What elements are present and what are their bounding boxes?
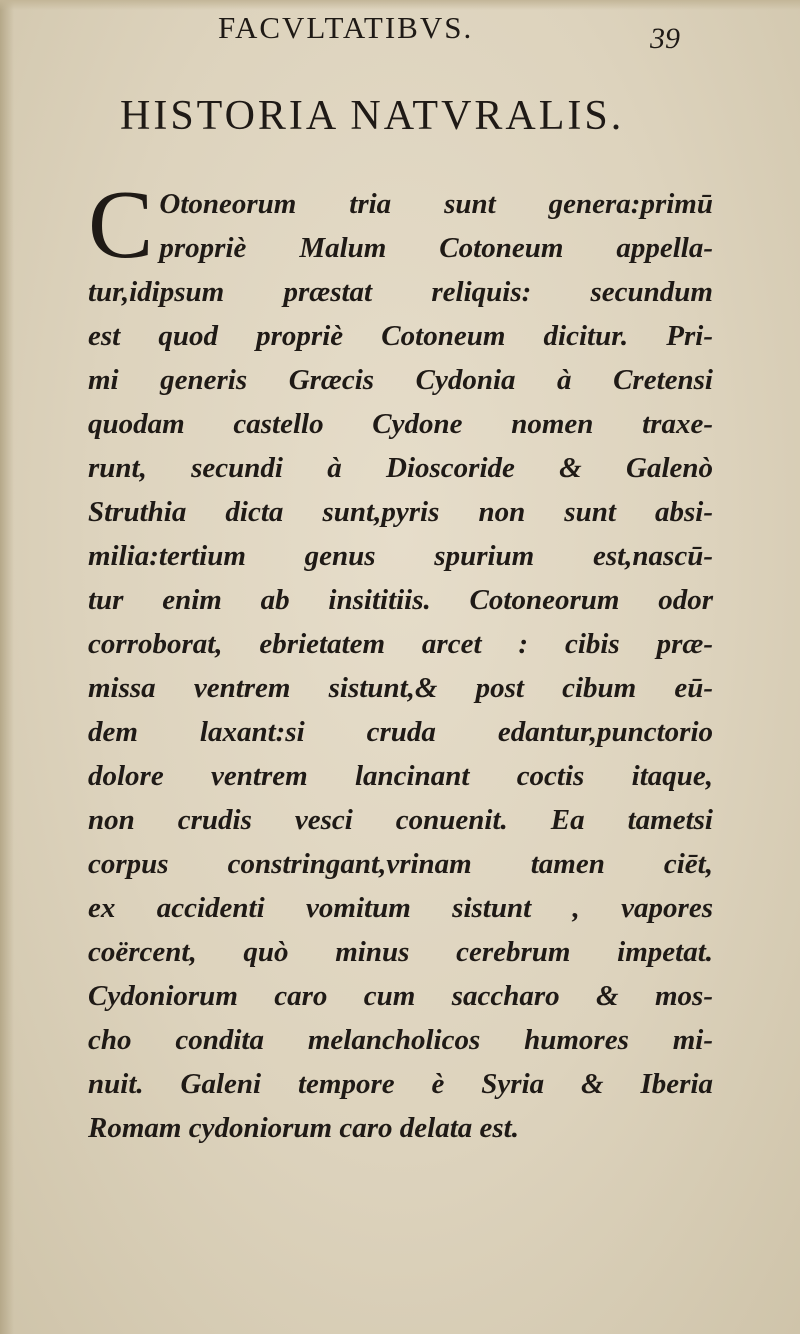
text-line: tur,idipsum præstat reliquis: secundum xyxy=(88,276,713,308)
text-line: missa ventrem sistunt,& post cibum eū- xyxy=(88,672,713,704)
text-line: mi generis Græcis Cydonia à Cretensi xyxy=(88,364,713,396)
page-shadow-left xyxy=(0,0,14,1334)
text-line: coërcent, quò minus cerebrum impetat. xyxy=(88,936,713,968)
drop-cap: C xyxy=(88,182,154,270)
text-line: corroborat, ebrietatem arcet : cibis præ- xyxy=(88,628,713,660)
text-line: Struthia dicta sunt,pyris non sunt absi- xyxy=(88,496,713,528)
body-text xyxy=(88,182,713,1150)
page-number: 39 xyxy=(650,22,680,55)
text-line: quodam castello Cydone nomen traxe- xyxy=(88,408,713,440)
text-line: dolore ventrem lancinant coctis itaque, xyxy=(88,760,713,792)
text-line: Cydoniorum caro cum saccharo & mos- xyxy=(88,980,713,1012)
text-line: cho condita melancholicos humores mi- xyxy=(88,1024,713,1056)
running-head: FACVLTATIBVS. xyxy=(218,10,474,45)
text-line: dem laxant:si cruda edantur,punctorio xyxy=(88,716,713,748)
drop-cap-paragraph-start xyxy=(88,182,713,270)
text-line: propriè Malum Cotoneum appella- xyxy=(159,232,713,264)
text-line: tur enim ab insititiis. Cotoneorum odor xyxy=(88,584,713,616)
text-line: milia:tertium genus spurium est,nascū- xyxy=(88,540,713,572)
text-line: non crudis vesci conuenit. Ea tametsi xyxy=(88,804,713,836)
text-line: Romam cydoniorum caro delata est. xyxy=(88,1112,519,1144)
section-title: HISTORIA NATVRALIS. xyxy=(120,93,625,139)
text-line: runt, secundi à Dioscoride & Galenò xyxy=(88,452,713,484)
text-line: corpus constringant,vrinam tamen ciēt, xyxy=(88,848,713,880)
text-line: ex accidenti vomitum sistunt , vapores xyxy=(88,892,713,924)
text-line: nuit. Galeni tempore è Syria & Iberia xyxy=(88,1068,713,1100)
text-line: Otoneorum tria sunt genera:primū xyxy=(159,188,713,220)
page-shadow-top xyxy=(0,0,800,10)
text-line: est quod propriè Cotoneum dicitur. Pri- xyxy=(88,320,713,352)
